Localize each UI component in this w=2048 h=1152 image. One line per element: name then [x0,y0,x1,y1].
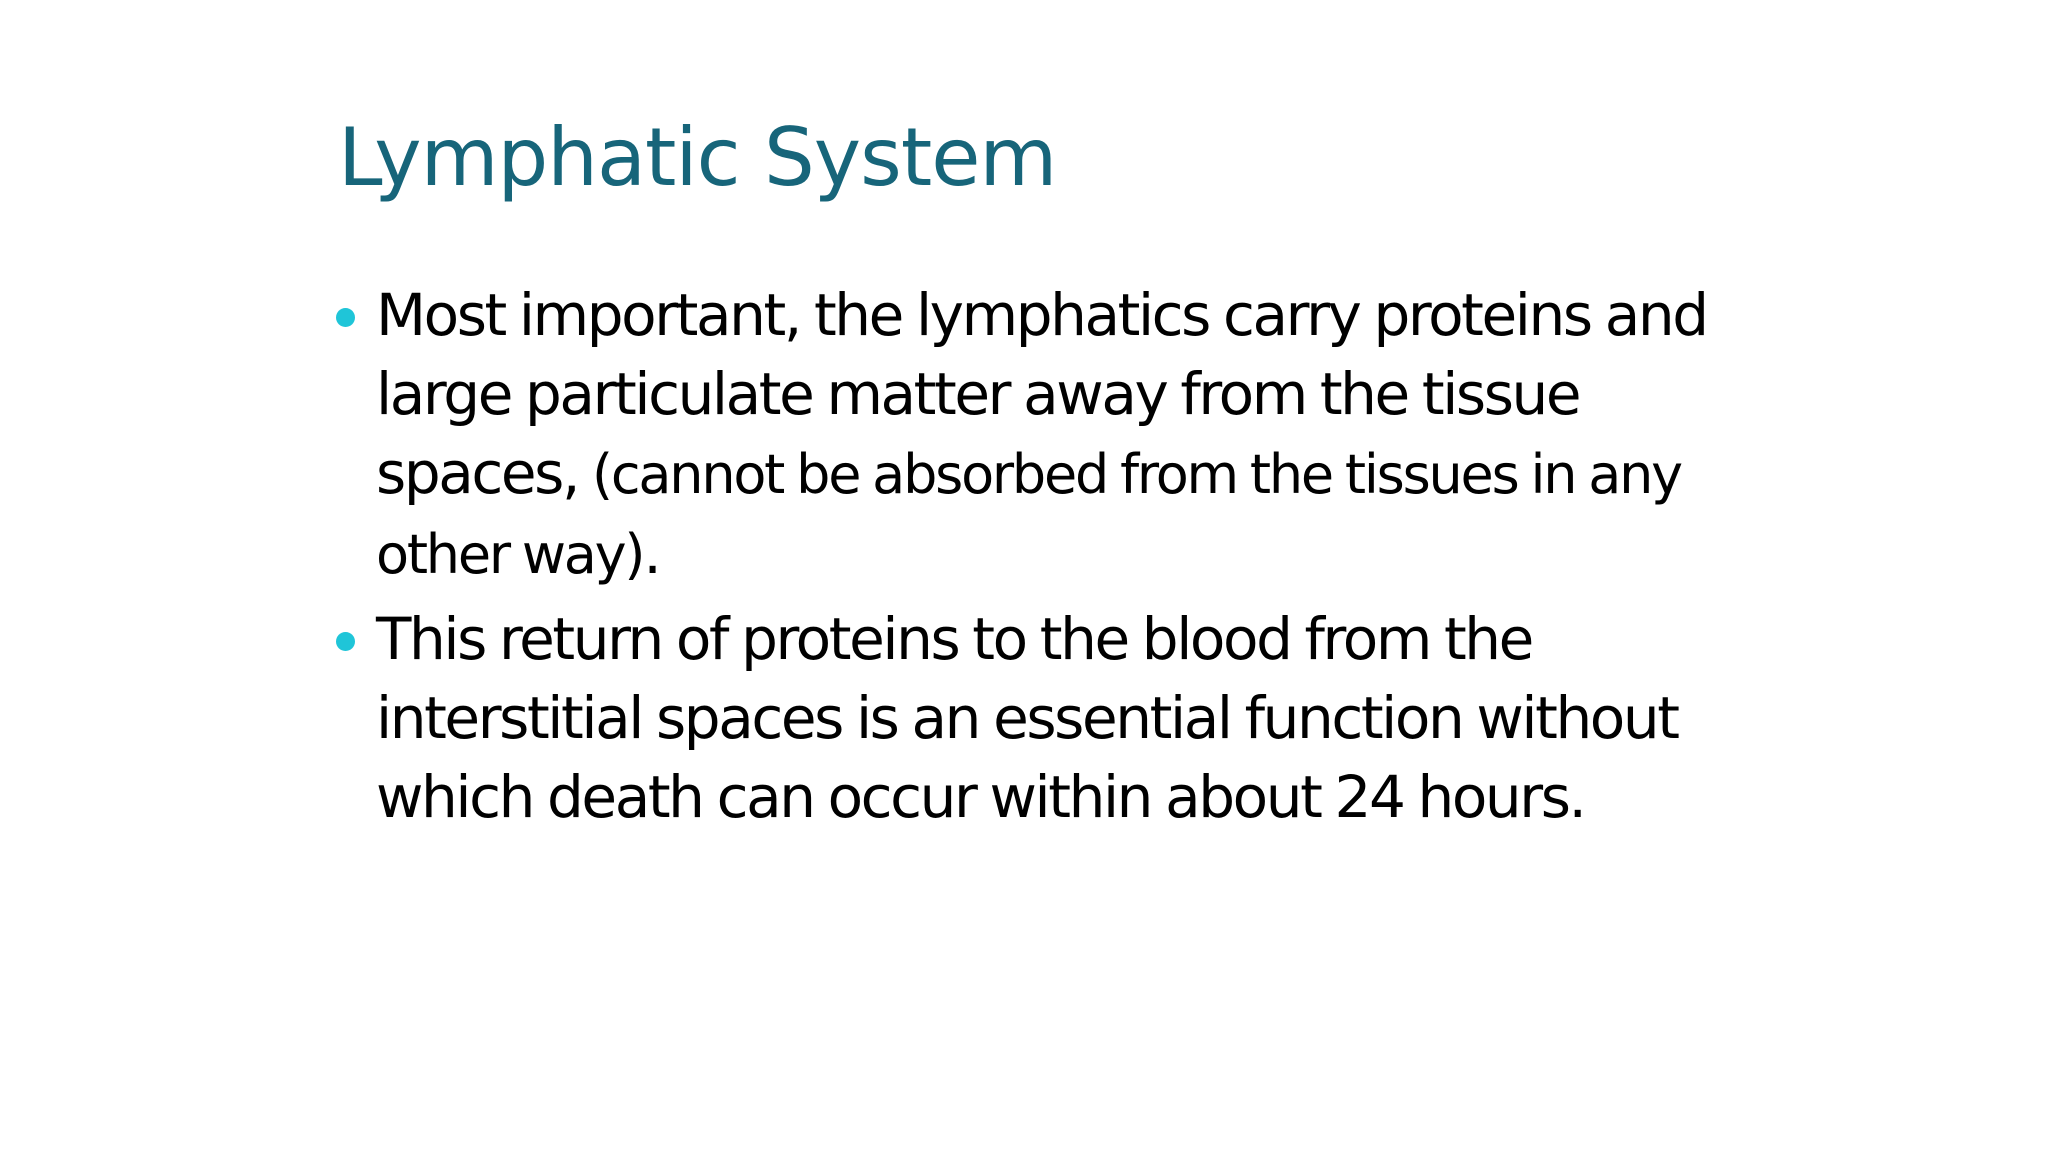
bullet-list [330,276,1750,837]
bullet-dot-icon [336,308,355,327]
bullet-text-end: . [643,519,660,587]
slide-title: Lymphatic System [338,111,1057,204]
bullet-text-main: Most important, the lymphatics carry proteins and large particulate matter away from the tissue spaces, [376,281,1707,507]
bullet-item [330,276,1750,594]
bullet-dot-icon [336,632,355,651]
bullet-item [330,600,1750,837]
bullet-text-main: This return of proteins to the blood from the interstitial spaces is an essential function without which death can occur within about 24 hours. [376,605,1678,831]
bullet-text-parenthetical: (cannot be absorbed from the tissues in any other way) [376,443,1681,586]
